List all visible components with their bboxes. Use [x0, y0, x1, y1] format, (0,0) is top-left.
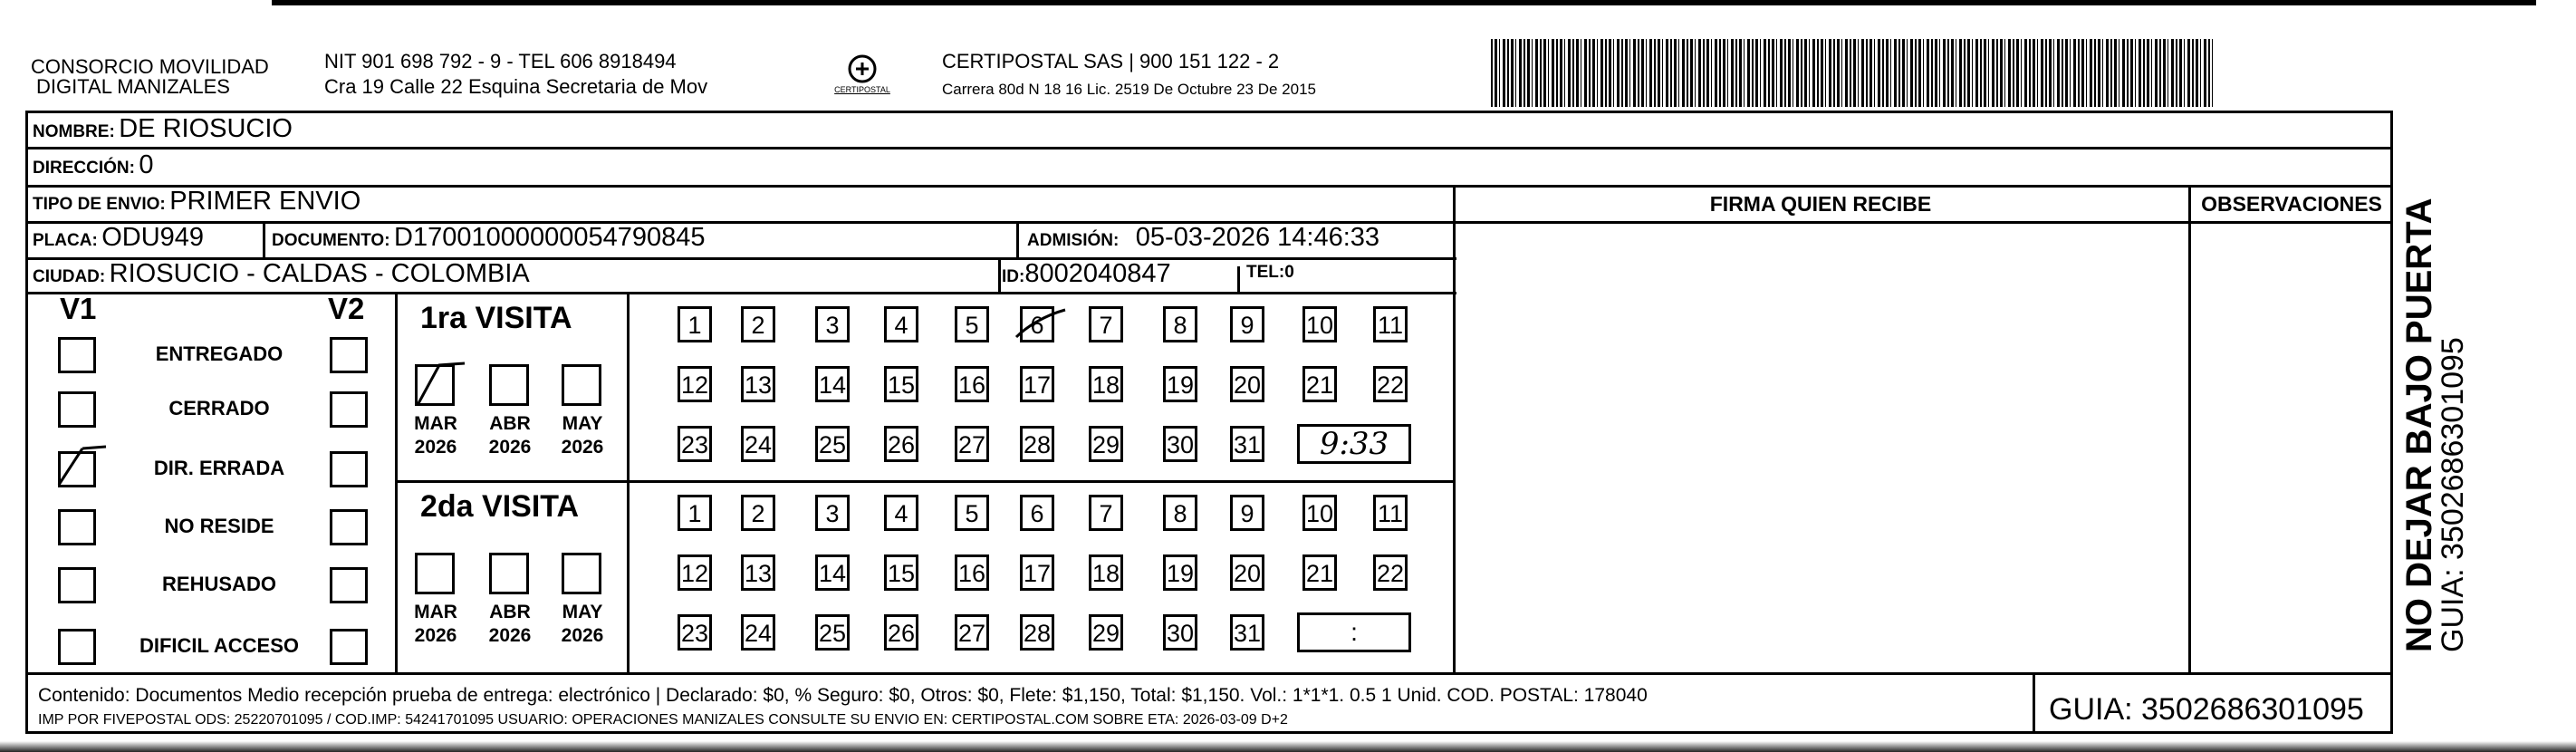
- day-box[interactable]: 19: [1163, 554, 1197, 591]
- day-box[interactable]: 22: [1373, 366, 1408, 402]
- row-divider: [25, 147, 2393, 149]
- company-nit: NIT 901 698 792 - 9 - TEL 606 8918494: [324, 50, 677, 72]
- day-box[interactable]: 1: [678, 495, 712, 531]
- company-address: Cra 19 Calle 22 Esquina Secretaria de Mov: [324, 75, 708, 98]
- day-box[interactable]: 30: [1163, 614, 1197, 651]
- v1-checkbox[interactable]: [58, 567, 96, 603]
- day-box[interactable]: 31: [1230, 614, 1264, 651]
- certipostal-license: Carrera 80d N 18 16 Lic. 2519 De Octubre 23 De 2015: [942, 81, 1316, 98]
- month-checkbox[interactable]: [415, 364, 455, 406]
- day-box[interactable]: 27: [955, 614, 989, 651]
- v2-checkbox[interactable]: [330, 567, 368, 603]
- day-box[interactable]: 2: [741, 495, 775, 531]
- day-box[interactable]: 18: [1089, 554, 1123, 591]
- day-box[interactable]: 5: [955, 495, 989, 531]
- day-box[interactable]: 8: [1163, 495, 1197, 531]
- handwritten-day-mark: [1009, 299, 1109, 353]
- day-box[interactable]: 20: [1230, 554, 1264, 591]
- v1-checkbox[interactable]: [58, 509, 96, 545]
- ciudad-label: CIUDAD:: [33, 267, 106, 286]
- admision-field: [1027, 223, 1379, 253]
- footer-guia-divider: [2033, 672, 2035, 734]
- day-box[interactable]: 2: [741, 306, 775, 342]
- month-label: MAY: [562, 602, 603, 622]
- day-box[interactable]: 18: [1089, 366, 1123, 402]
- direccion-label: DIRECCIÓN:: [33, 159, 135, 178]
- day-box[interactable]: 24: [741, 614, 775, 651]
- day-box[interactable]: 28: [1020, 426, 1054, 462]
- day-box[interactable]: 10: [1302, 495, 1337, 531]
- day-box[interactable]: 4: [884, 306, 918, 342]
- admision-value: 05-03-2026 14:46:33: [1135, 223, 1380, 252]
- month-label: ABR: [489, 413, 531, 434]
- scan-bottom-edge: [0, 741, 2576, 752]
- day-box[interactable]: 12: [678, 366, 712, 402]
- day-box[interactable]: 19: [1163, 366, 1197, 402]
- direccion-value: 0: [139, 150, 154, 179]
- day-box[interactable]: 4: [884, 495, 918, 531]
- day-box[interactable]: 13: [741, 366, 775, 402]
- month-checkbox[interactable]: [489, 364, 529, 406]
- day-box[interactable]: 21: [1302, 366, 1337, 402]
- day-box[interactable]: 28: [1020, 614, 1054, 651]
- day-box[interactable]: 17: [1020, 366, 1054, 402]
- month-year-label: 2026: [561, 437, 604, 458]
- v2-checkbox[interactable]: [330, 509, 368, 545]
- month-year-label: 2026: [488, 625, 532, 646]
- month-year-label: 2026: [561, 625, 604, 646]
- tipo-envio-row: [33, 187, 360, 217]
- v2-label: V2: [328, 292, 365, 325]
- nombre-label: NOMBRE:: [33, 122, 115, 141]
- status-option-label: REHUSADO: [162, 573, 276, 595]
- month-label: ABR: [489, 602, 531, 622]
- nombre-row: [33, 114, 293, 144]
- day-box[interactable]: 24: [741, 426, 775, 462]
- day-box[interactable]: 22: [1373, 554, 1408, 591]
- day-box[interactable]: 14: [815, 554, 850, 591]
- day-box[interactable]: 15: [884, 554, 918, 591]
- firma-header: FIRMA QUIEN RECIBE: [1709, 192, 1932, 216]
- day-box[interactable]: 26: [884, 614, 918, 651]
- cell-divider: [1016, 221, 1019, 257]
- v2-checkbox[interactable]: [330, 451, 368, 487]
- month-year-label: 2026: [414, 437, 457, 458]
- id-value: 8002040847: [1024, 259, 1171, 288]
- day-box[interactable]: 17: [1020, 554, 1054, 591]
- v2-checkbox[interactable]: [330, 337, 368, 373]
- day-box[interactable]: 25: [815, 614, 850, 651]
- day-box[interactable]: 12: [678, 554, 712, 591]
- visit-time-field[interactable]: 9:33: [1297, 424, 1411, 464]
- certipostal-logo: [826, 49, 899, 103]
- visit-divider: [395, 480, 1453, 483]
- day-box[interactable]: 27: [955, 426, 989, 462]
- month-year-label: 2026: [414, 625, 457, 646]
- day-box[interactable]: 16: [955, 366, 989, 402]
- row-divider: [25, 292, 1456, 294]
- company-name-line1: CONSORCIO MOVILIDAD: [31, 55, 269, 78]
- v1-label: V1: [60, 292, 97, 325]
- cell-divider: [998, 257, 1001, 292]
- day-box[interactable]: 23: [678, 426, 712, 462]
- month-year-label: 2026: [488, 437, 532, 458]
- cell-divider: [263, 221, 265, 257]
- nombre-value: DE RIOSUCIO: [119, 114, 293, 143]
- v1-checkbox[interactable]: [58, 391, 96, 428]
- day-box[interactable]: 14: [815, 366, 850, 402]
- day-box[interactable]: 26: [884, 426, 918, 462]
- month-checkbox[interactable]: [562, 553, 601, 594]
- day-box[interactable]: 25: [815, 426, 850, 462]
- footer-guia: GUIA: 3502686301095: [2049, 692, 2364, 727]
- barcode: [1491, 39, 2213, 107]
- ciudad-value: RIOSUCIO - CALDAS - COLOMBIA: [109, 259, 530, 288]
- footer-contenido: Contenido: Documentos Medio recepción prueba de entrega: electrónico | Declarado: $0, % Seguro: $0, Otros: $0, Flete: $1,150, Total: $1,150. Vol.: 1*1*1. 0.5 1 Unid. COD. POSTAL: 178040: [38, 685, 1648, 706]
- documento-value: D17001000000054790845: [394, 223, 706, 252]
- status-option-label: NO RESIDE: [164, 515, 274, 537]
- month-label: MAY: [562, 413, 603, 434]
- day-box[interactable]: 5: [955, 306, 989, 342]
- day-box[interactable]: 9: [1230, 306, 1264, 342]
- month-checkbox[interactable]: [562, 364, 601, 406]
- day-box[interactable]: 29: [1089, 426, 1123, 462]
- day-box[interactable]: 3: [815, 495, 850, 531]
- company-name-line2: DIGITAL MANIZALES: [36, 75, 230, 98]
- id-field: [1002, 259, 1171, 289]
- side-warning-block: [2399, 145, 2470, 652]
- row-divider: [25, 672, 2393, 675]
- day-box[interactable]: 9: [1230, 495, 1264, 531]
- firma-column-left-border: [1453, 185, 1456, 672]
- tel-value: 0: [1284, 263, 1294, 282]
- placa-label: PLACA:: [33, 231, 98, 250]
- visit-title: 2da VISITA: [420, 489, 580, 524]
- scan-top-edge: [272, 0, 2536, 5]
- day-box[interactable]: 20: [1230, 366, 1264, 402]
- v1-checkbox[interactable]: [58, 451, 96, 487]
- column-header-divider: [1453, 221, 2393, 224]
- tel-field: [1246, 263, 1294, 283]
- certipostal-logo-text: CERTIPOSTAL: [834, 85, 890, 94]
- footer-imp-line: IMP POR FIVEPOSTAL ODS: 25220701095 / COD.IMP: 54241701095 USUARIO: OPERACIONES MANIZALES CONSULTE SU ENVIO EN: CERTIPOSTAL.COM SOBRE ETA: 2026-03-09 D+2: [38, 712, 1288, 728]
- v2-checkbox[interactable]: [330, 391, 368, 428]
- day-box[interactable]: 3: [815, 306, 850, 342]
- tipo-envio-value: PRIMER ENVIO: [169, 187, 361, 216]
- direccion-row: [33, 150, 154, 180]
- tel-label: TEL:: [1246, 263, 1285, 282]
- tipo-envio-label: TIPO DE ENVIO:: [33, 195, 166, 214]
- day-box[interactable]: 21: [1302, 554, 1337, 591]
- day-box[interactable]: 7: [1089, 495, 1123, 531]
- day-box[interactable]: 11: [1373, 495, 1408, 531]
- id-label: ID:: [1002, 267, 1025, 286]
- row-divider: [25, 185, 2393, 188]
- side-guia-text: GUIA: 3502686301095: [2436, 337, 2470, 652]
- day-box[interactable]: 30: [1163, 426, 1197, 462]
- month-checkbox[interactable]: [415, 553, 455, 594]
- month-checkbox[interactable]: [489, 553, 529, 594]
- month-label: MAR: [414, 413, 457, 434]
- certipostal-name: CERTIPOSTAL SAS | 900 151 122 - 2: [942, 50, 1280, 72]
- ciudad-field: [33, 259, 530, 289]
- documento-field: [272, 223, 706, 253]
- day-box[interactable]: 1: [678, 306, 712, 342]
- placa-field: [33, 223, 204, 253]
- day-box[interactable]: 7: [1089, 306, 1123, 342]
- day-box[interactable]: 16: [955, 554, 989, 591]
- status-option-label: DIFICIL ACCESO: [139, 634, 299, 657]
- no-dejar-bajo-puerta-text: NO DEJAR BAJO PUERTA: [2399, 198, 2439, 652]
- day-box[interactable]: 6: [1020, 495, 1054, 531]
- day-box[interactable]: 10: [1302, 306, 1337, 342]
- day-box[interactable]: 29: [1089, 614, 1123, 651]
- day-box[interactable]: 23: [678, 614, 712, 651]
- v1-checkbox[interactable]: [58, 337, 96, 373]
- placa-value: ODU949: [101, 223, 205, 252]
- visit-title: 1ra VISITA: [420, 301, 572, 335]
- status-option-label: CERRADO: [168, 397, 270, 419]
- month-label: MAR: [414, 602, 457, 622]
- v2-checkbox[interactable]: [330, 629, 368, 665]
- day-box[interactable]: 8: [1163, 306, 1197, 342]
- day-box[interactable]: 13: [741, 554, 775, 591]
- documento-label: DOCUMENTO:: [272, 231, 390, 250]
- admision-label: ADMISIÓN:: [1027, 231, 1120, 250]
- cell-divider: [1237, 266, 1240, 292]
- day-box[interactable]: 15: [884, 366, 918, 402]
- status-option-label: DIR. ERRADA: [153, 457, 285, 479]
- status-option-label: ENTREGADO: [155, 342, 284, 365]
- observaciones-header: OBSERVACIONES: [2201, 192, 2382, 216]
- v1-checkbox[interactable]: [58, 629, 96, 665]
- observaciones-column-left-border: [2188, 185, 2191, 672]
- visit-time-field[interactable]: :: [1297, 612, 1411, 652]
- day-box[interactable]: 11: [1373, 306, 1408, 342]
- day-box[interactable]: 31: [1230, 426, 1264, 462]
- day-box[interactable]: 6: [1020, 306, 1054, 342]
